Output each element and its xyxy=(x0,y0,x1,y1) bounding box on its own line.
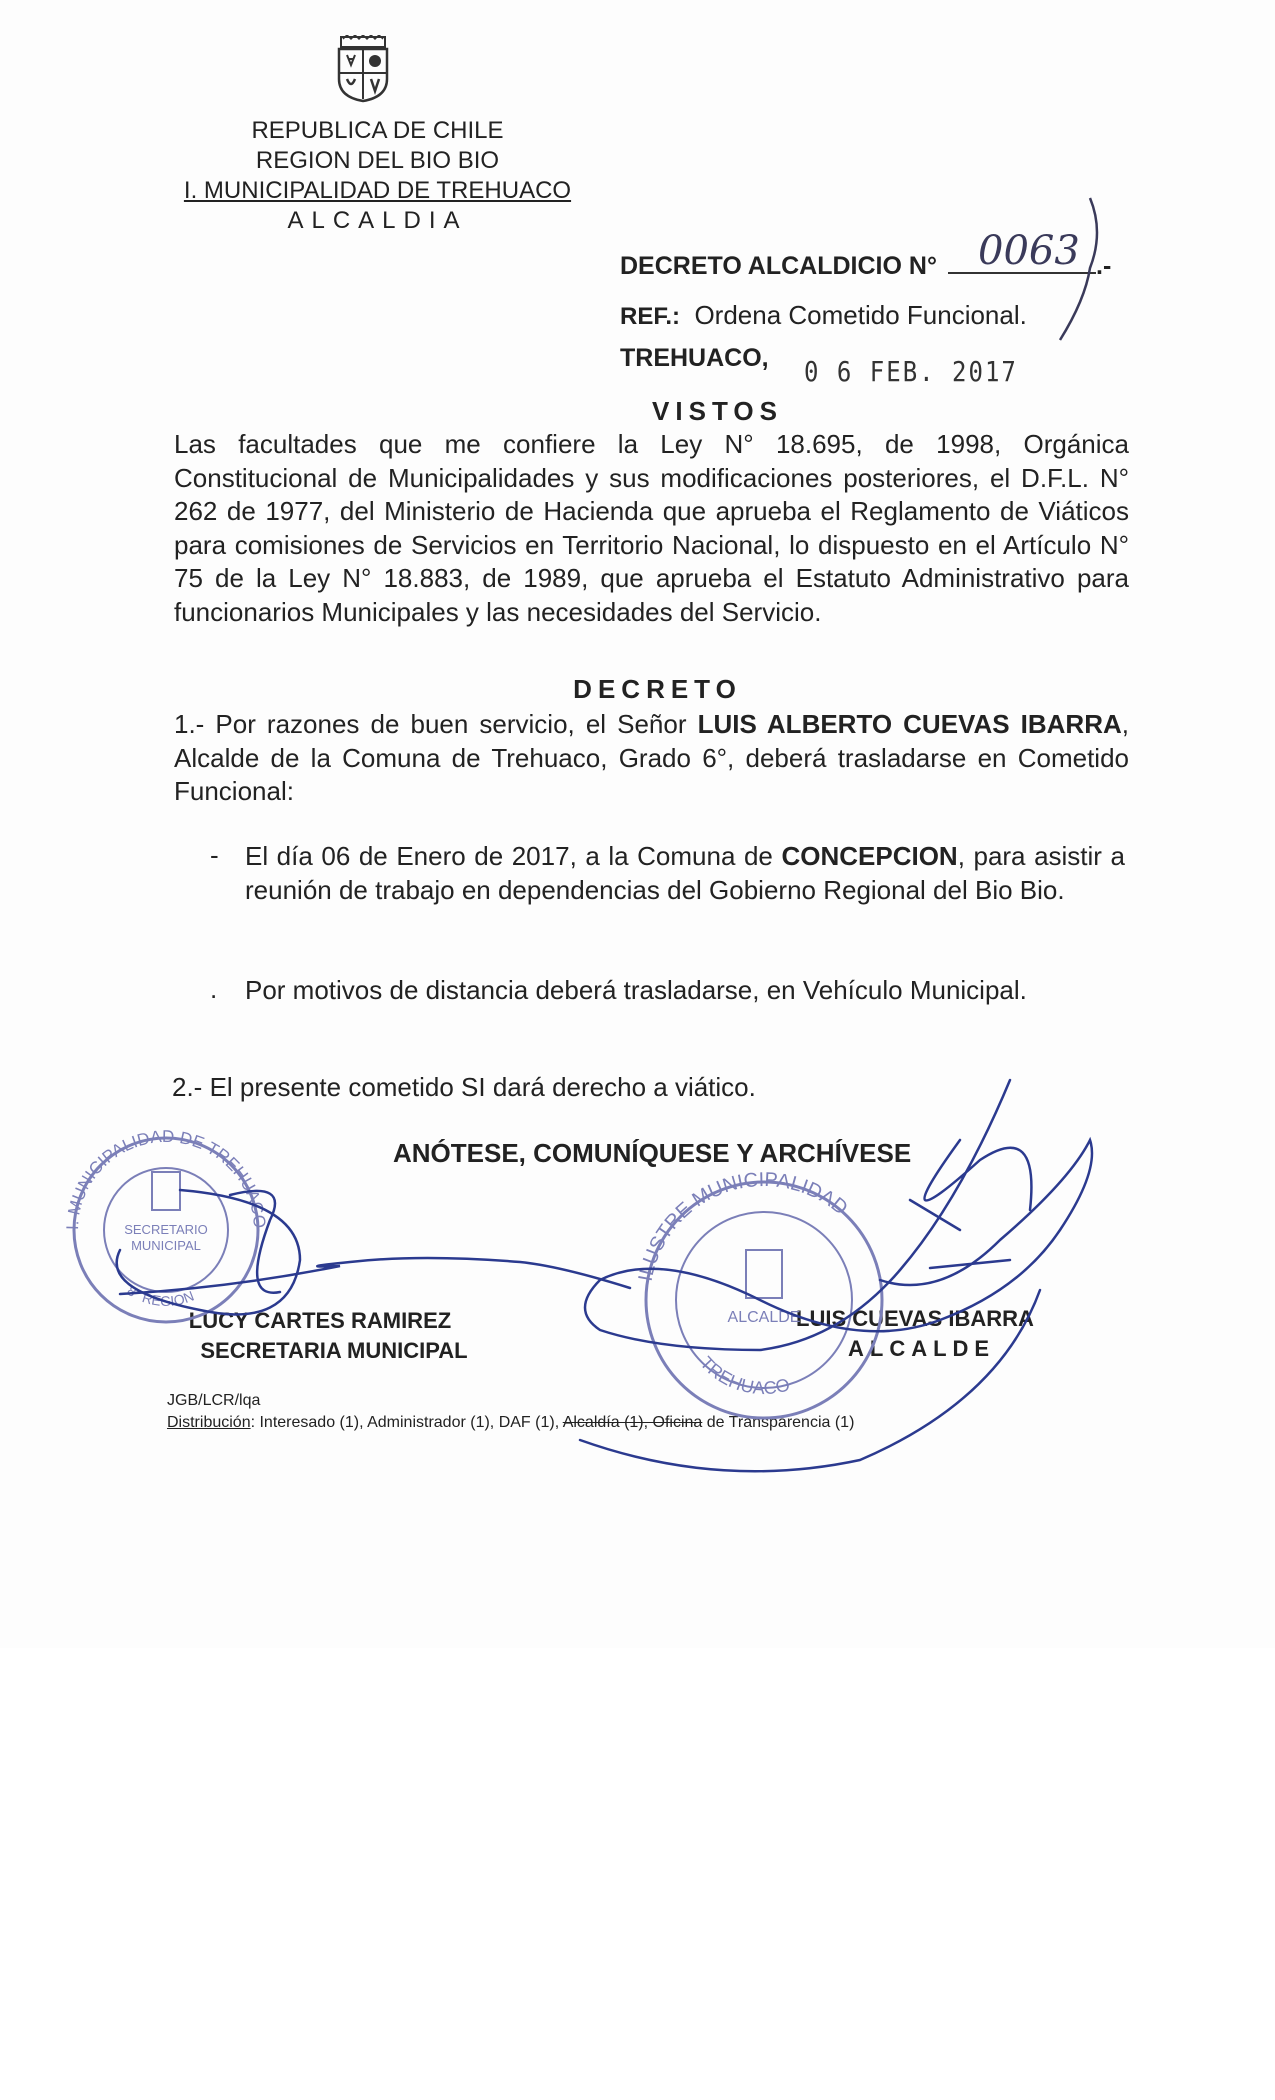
decree-number-underline xyxy=(948,272,1096,274)
bullet-1-text-b: , para asistir a reunión de trabajo en dependencias del Gobierno Regional del Bio Bio. xyxy=(245,841,1125,905)
bullet-1-mark: - xyxy=(210,840,219,870)
distribution-label: Distribución xyxy=(167,1414,251,1431)
stamp-left-bottom-text: 8° REGION xyxy=(124,1282,197,1310)
reference-line xyxy=(620,300,1027,331)
distribution-struck: Alcaldía (1), Oficina xyxy=(562,1414,703,1431)
distribution-line xyxy=(167,1414,854,1432)
distribution-text-b: de Transparencia (1) xyxy=(702,1414,855,1431)
secretary-signature xyxy=(117,1190,630,1314)
secretary-name: LUCY CARTES RAMIREZ xyxy=(188,1308,452,1333)
blank-area xyxy=(0,1648,1275,2100)
secretary-stamp-icon xyxy=(63,1127,269,1322)
decreto-paragraph-1 xyxy=(174,708,1129,809)
p1-text-b: , Alcalde de la Comuna de Trehuaco, Grado 6°, deberá trasladarse en Cometido Funcional: xyxy=(174,709,1129,806)
stamp-left-center-2: MUNICIPAL xyxy=(131,1238,201,1253)
decreto-paragraph-2: 2.- El presente cometido SI dará derecho a viático. xyxy=(172,1072,756,1102)
p1-person-name: LUIS ALBERTO CUEVAS IBARRA xyxy=(697,709,1122,739)
stamp-right-ring-text: ILUSTRE MUNICIPALIDAD xyxy=(634,1168,852,1284)
header-municipality: I. MUNICIPALIDAD DE TREHUACO xyxy=(183,177,572,204)
stamp-left-ring-text: I. MUNICIPALIDAD DE TREHUACO xyxy=(62,1126,270,1231)
typist-initials: JGB/LCR/lqa xyxy=(167,1392,261,1409)
reference-label: REF.: xyxy=(620,303,680,330)
bullet-2: Por motivos de distancia deberá trasladarse, en Vehículo Municipal. xyxy=(245,975,1027,1005)
mayor-name: LUIS CUEVAS IBARRA xyxy=(796,1306,1034,1331)
handwritten-number-slash xyxy=(1060,198,1097,340)
reference-text: Ordena Cometido Funcional. xyxy=(694,300,1027,330)
closing-formula: ANÓTESE, COMUNÍQUESE Y ARCHÍVESE xyxy=(393,1138,912,1168)
vistos-paragraph: Las facultades que me confiere la Ley N° 18.695, de 1998, Orgánica Constitucional de Municipalidades y sus modificaciones posteriores, el D.F.L. N° 262 de 1977, del Ministerio de Hacienda que aprueba el Reglamento de Viáticos para comisiones de Servicios en Territorio Nacional, lo dispuesto en el Artículo N° 75 de la Ley N° 18.883, de 1989, que aprueba el Estatuto Administrativo para funcionarios Municipales y las necesidades del Servicio. xyxy=(174,429,1129,627)
stamp-right-center: ALCALDE xyxy=(727,1309,801,1326)
stamp-left-center-1: SECRETARIO xyxy=(124,1222,208,1237)
date-stamp: 0 6 FEB. 2017 xyxy=(804,355,1018,389)
header-country: REPUBLICA DE CHILE xyxy=(251,117,504,144)
mayor-title: ALCALDE xyxy=(848,1336,996,1361)
distribution-text-a: : Interesado (1), Administrador (1), DAF (1), xyxy=(250,1414,563,1431)
header-office: ALCALDIA xyxy=(287,207,468,234)
vistos-title: VISTOS xyxy=(652,396,783,426)
handwritten-number-text: 0063 xyxy=(978,228,1080,274)
mayor-stamp-icon xyxy=(635,1169,882,1418)
p1-text-a: 1.- Por razones de buen servicio, el Señor xyxy=(174,709,698,739)
decree-number-suffix: .- xyxy=(1096,252,1112,280)
place-label: TREHUACO, xyxy=(620,344,769,372)
decree-number-label: DECRETO ALCALDICIO N° xyxy=(620,252,937,280)
bullet-1-text-a: El día 06 de Enero de 2017, a la Comuna de xyxy=(245,841,782,871)
header-region: REGION DEL BIO BIO xyxy=(255,147,500,174)
bullet-1 xyxy=(245,840,1125,907)
bullet-2-mark: . xyxy=(210,974,218,1004)
decreto-title: DECRETO xyxy=(573,674,742,704)
stamp-right-bottom-text: TREHUACO xyxy=(696,1352,792,1399)
municipal-crest-icon xyxy=(333,35,393,103)
bullet-1-place: CONCEPCION xyxy=(781,841,958,871)
secretary-title: SECRETARIA MUNICIPAL xyxy=(200,1338,468,1363)
